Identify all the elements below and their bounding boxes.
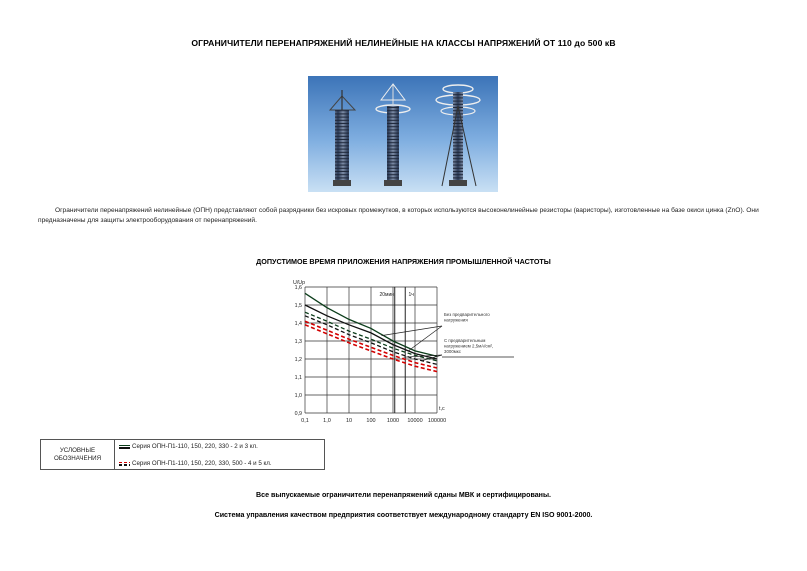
solid-line-swatch-icon [119, 445, 130, 449]
y-tick-label: 1,2 [294, 357, 302, 363]
x-tick-label: 100000 [427, 418, 447, 424]
x-tick-label: 100 [366, 418, 376, 424]
iso-note: Система управления качеством предприятия соответствует международному стандарту EN ISO 9001-2000. [214, 511, 593, 519]
time-marker-label: 1ч [408, 292, 414, 298]
dashed-line-swatch-icon [119, 462, 130, 466]
y-tick-label: 1,6 [294, 285, 302, 291]
legend-table [40, 439, 325, 470]
time-marker-label: 20мин [379, 292, 395, 298]
y-tick-label: 1,3 [294, 339, 302, 345]
legend-body [115, 440, 324, 469]
annotation-preload: С предварительным нагружением 2,5мА/см², 3000мкс [444, 338, 494, 354]
legend-entry-green-label: Серия ОПН-П1-110, 150, 220, 330 - 2 и 3 кл. [132, 443, 258, 450]
y-tick-label: 1,5 [294, 303, 302, 309]
legend-entry-red-label: Серия ОПН-П1-110, 150, 220, 330, 500 - 4 и 5 кл. [132, 460, 272, 467]
x-tick-label: 0,1 [301, 418, 309, 424]
voltage-time-chart [282, 275, 522, 430]
x-tick-label: 1,0 [323, 418, 331, 424]
legend-header [41, 440, 115, 469]
x-tick-label: 10000 [407, 418, 423, 424]
intro-paragraph: Ограничители перенапряжений нелинейные (ОПН) представляют собой разрядники без искровых промежутков, в которых используются высоконелинейные резисторы (варисторы), изготовленные на базе окиси цинка (ZnO). Они предназначены для защиты электрооборудования от перенапряжений. [38, 207, 759, 224]
y-tick-label: 1,0 [294, 393, 302, 399]
legend-entry-red [119, 460, 272, 467]
y-tick-label: 0,9 [294, 411, 302, 417]
y-axis-label: U/Uр [293, 280, 306, 286]
arresters-photo [308, 76, 498, 192]
x-axis-label: t,с [439, 406, 445, 412]
legend-header-line1: УСЛОВНЫЕ [59, 446, 96, 454]
legend-header-line2: ОБОЗНАЧЕНИЯ [53, 454, 102, 462]
x-tick-label: 1000 [386, 418, 400, 424]
page-title: ОГРАНИЧИТЕЛИ ПЕРЕНАПРЯЖЕНИЙ НЕЛИНЕЙНЫЕ НА КЛАССЫ НАПРЯЖЕНИЙ ОТ 110 до 500 кВ [191, 38, 616, 48]
y-tick-label: 1,1 [294, 375, 302, 381]
y-tick-label: 1,4 [294, 321, 302, 327]
chart-title: ДОПУСТИМОЕ ВРЕМЯ ПРИЛОЖЕНИЯ НАПРЯЖЕНИЯ ПРОМЫШЛЕННОЙ ЧАСТОТЫ [256, 257, 551, 266]
certification-note: Все выпускаемые ограничители перенапряжений сданы МВК и сертифицированы. [256, 491, 551, 499]
x-tick-label: 10 [345, 418, 353, 424]
annotation-no-preload: Без предварительного нагружения [444, 312, 490, 323]
legend-entry-green [119, 443, 258, 450]
